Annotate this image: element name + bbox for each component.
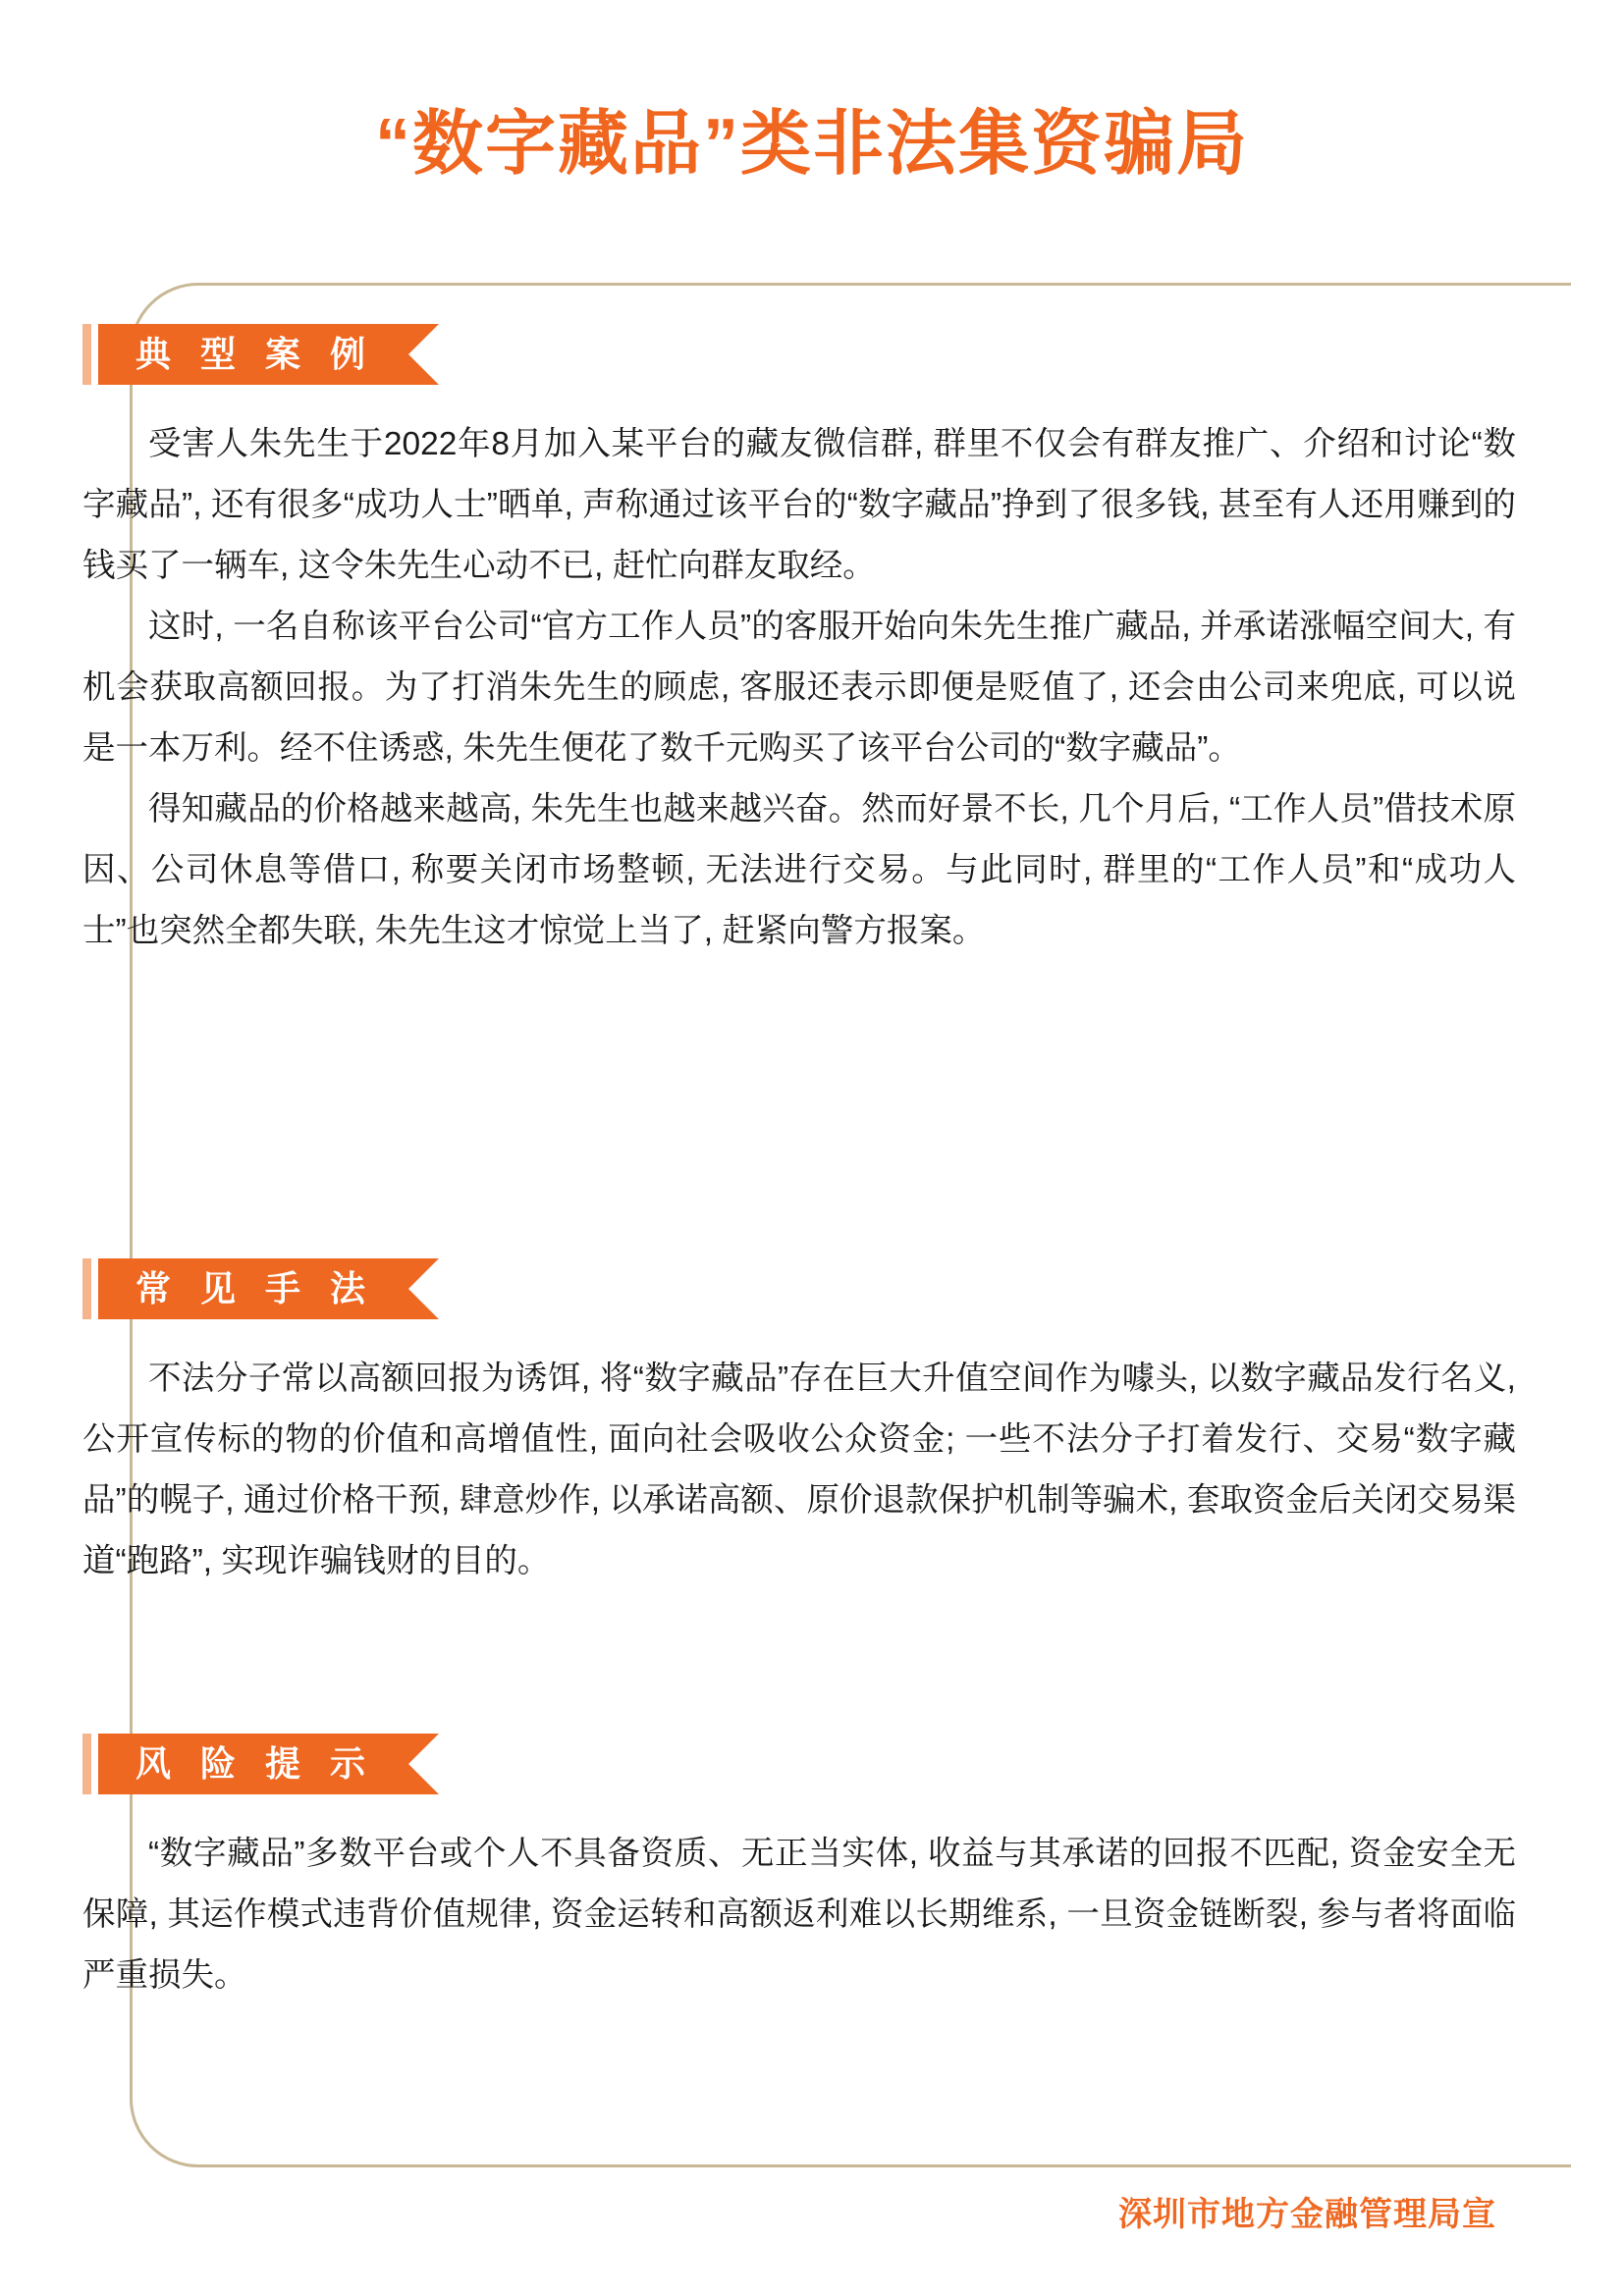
section-body-1 bbox=[82, 414, 1516, 962]
section-heading-3: 风 险 提 示 bbox=[98, 1734, 408, 1794]
paragraph: 得知藏品的价格越来越高, 朱先生也越来越兴奋。然而好景不长, 几个月后, “工作人员”借技术原因、公司休息等借口, 称要关闭市场整顿, 无法进行交易。与此同时, 群里的“工作人员”和“成功人士”也突然全都失联, 朱先生这才惊觉上当了, 赶紧向警方报案。 bbox=[82, 791, 1516, 949]
page-title: “数字藏品”类非法集资骗局 bbox=[374, 105, 1249, 184]
section-heading-wrap-2 bbox=[82, 1258, 1516, 1319]
frame-right-mask bbox=[1571, 275, 1624, 2179]
section-risk-warning bbox=[82, 1734, 1516, 2006]
section-heading-2: 常 见 手 法 bbox=[98, 1258, 408, 1319]
paragraph: “数字藏品”多数平台或个人不具备资质、无正当实体, 收益与其承诺的回报不匹配, 资金安全无保障, 其运作模式违背价值规律, 资金运转和高额返利难以长期维系, 一旦资金链断裂, 参与者将面临严重损失。 bbox=[82, 1836, 1516, 1994]
section-heading-wrap-3 bbox=[82, 1734, 1516, 1794]
section-body-2 bbox=[82, 1349, 1516, 1592]
section-common-methods bbox=[82, 1258, 1516, 1592]
publisher-credit: 深圳市地方金融管理局宣 bbox=[1118, 2196, 1496, 2233]
paragraph: 不法分子常以高额回报为诱饵, 将“数字藏品”存在巨大升值空间作为噱头, 以数字藏品发行名义, 公开宣传标的物的价值和高增值性, 面向社会吸收公众资金; 一些不法分子打着发行、交易“数字藏品”的幌子, 通过价格干预, 肆意炒作, 以承诺高额、原价退款保护机制等骗术, 套取资金后关闭交易渠道“跑路”, 实现诈骗钱财的目的。 bbox=[82, 1361, 1516, 1579]
paragraph: 这时, 一名自称该平台公司“官方工作人员”的客服开始向朱先生推广藏品, 并承诺涨幅空间大, 有机会获取高额回报。为了打消朱先生的顾虑, 客服还表示即便是贬值了, 还会由公司来兜底, 可以说是一本万利。经不住诱惑, 朱先生便花了数千元购买了该平台公司的“数字藏品”。 bbox=[82, 609, 1516, 767]
section-heading-wrap-1 bbox=[82, 324, 1516, 385]
section-heading-1: 典 型 案 例 bbox=[98, 324, 408, 385]
paragraph: 受害人朱先生于2022年8月加入某平台的藏友微信群, 群里不仅会有群友推广、介绍和讨论“数字藏品”, 还有很多“成功人士”晒单, 声称通过该平台的“数字藏品”挣到了很多钱, 甚至有人还用赚到的钱买了一辆车, 这令朱先生心动不已, 赶忙向群友取经。 bbox=[82, 426, 1516, 584]
section-body-3 bbox=[82, 1824, 1516, 2006]
section-typical-case bbox=[82, 324, 1516, 962]
